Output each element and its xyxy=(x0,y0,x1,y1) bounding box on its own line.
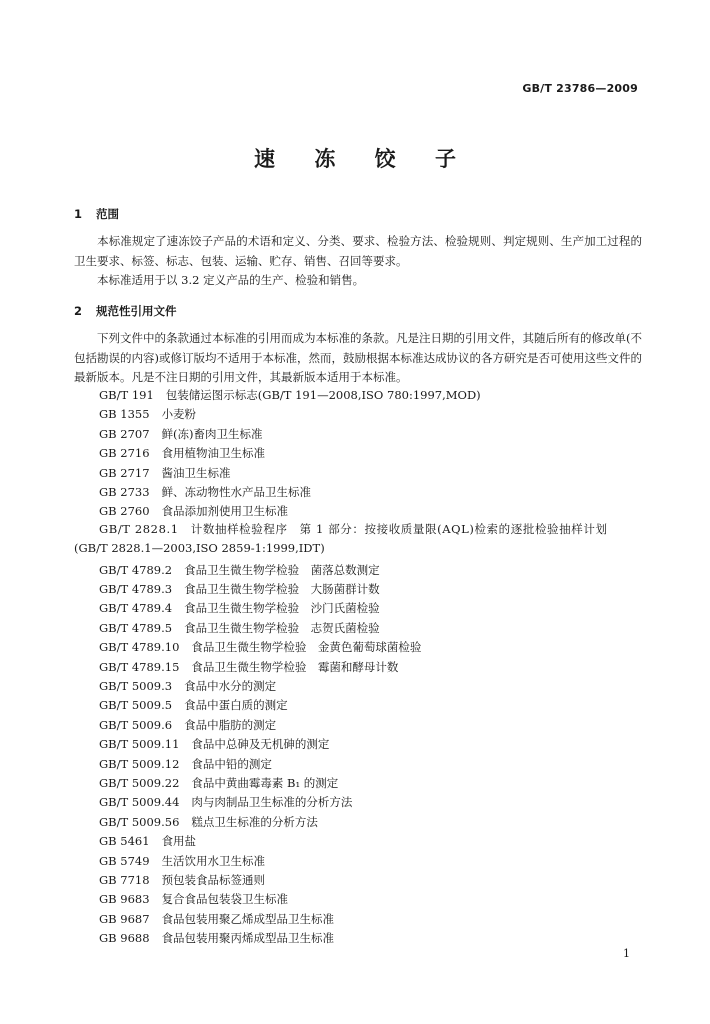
reference-item xyxy=(99,638,421,657)
reference-title: 食品卫生微生物学检验 大肠菌群计数 xyxy=(184,582,380,596)
reference-code: GB/T 5009.11 xyxy=(99,737,180,752)
reference-title: 食品卫生微生物学检验 霉菌和酵母计数 xyxy=(191,659,399,674)
reference-title: 食品卫生微生物学检验 金黄色葡萄球菌检验 xyxy=(191,640,422,655)
reference-code: GB/T 5009.44 xyxy=(99,795,180,810)
reference-title: 糕点卫生标准的分析方法 xyxy=(191,814,318,829)
reference-code: GB 7718 xyxy=(99,873,150,887)
reference-code: GB 2707 xyxy=(99,426,150,441)
reference-item xyxy=(99,755,272,774)
reference-code: GB 9688 xyxy=(99,931,150,946)
reference-title: 食品添加剂使用卫生标准 xyxy=(161,504,289,519)
reference-code: GB/T 5009.6 xyxy=(99,717,173,732)
reference-code: GB 2760 xyxy=(99,504,150,519)
reference-title: 食品中总砷及无机砷的测定 xyxy=(191,737,330,752)
reference-title: 食用盐 xyxy=(161,834,197,849)
reference-item xyxy=(99,386,481,405)
reference-item xyxy=(99,871,265,890)
reference-title: 食品包装用聚丙烯成型品卫生标准 xyxy=(161,931,335,946)
reference-title: 小麦粉 xyxy=(161,407,197,422)
reference-code: GB 2716 xyxy=(99,446,150,461)
standard-code: GB/T 23786—2009 xyxy=(522,82,638,95)
reference-title: 食品中蛋白质的测定 xyxy=(184,698,288,713)
reference-code: GB/T 5009.12 xyxy=(99,756,180,771)
reference-code: GB/T 191 xyxy=(99,388,154,402)
reference-code: GB 1355 xyxy=(99,407,150,422)
reference-item-long xyxy=(74,520,642,559)
section-heading-scope xyxy=(74,206,119,222)
section-number: 1 xyxy=(74,207,83,221)
reference-item xyxy=(99,464,231,483)
reference-title: 食品中脂肪的测定 xyxy=(184,717,277,732)
reference-title: 食品中水分的测定 xyxy=(184,679,277,693)
reference-item xyxy=(99,929,334,948)
reference-item xyxy=(99,696,288,715)
reference-code: GB/T 4789.5 xyxy=(99,620,173,635)
scope-paragraph-1: 本标准规定了速冻饺子产品的术语和定义、分类、要求、检验方法、检验规则、判定规则、生产加工过程的卫生要求、标签、标志、包装、运输、贮存、销售、召回等要求。 xyxy=(74,234,642,268)
reference-code: GB 9687 xyxy=(99,911,150,926)
reference-item xyxy=(99,813,318,832)
reference-item xyxy=(99,793,352,812)
reference-item xyxy=(99,677,276,696)
references-intro-paragraph: 下列文件中的条款通过本标准的引用而成为本标准的条款。凡是注日期的引用文件，其随后所有的修改单(不包括勘误的内容)或修订版均不适用于本标准，然而，鼓励根据本标准达成协议的各方研究是否可使用这些文件的最新版本。凡是不注日期的引用文件，其最新版本适用于本标准。 xyxy=(74,331,642,384)
reference-code: GB 5749 xyxy=(99,853,150,868)
reference-title: 包装储运图示标志(GB/T 191—2008,ISO 780:1997,MOD) xyxy=(165,388,481,402)
section-title: 规范性引用文件 xyxy=(96,304,177,318)
reference-item xyxy=(99,619,380,638)
reference-item xyxy=(99,735,329,754)
reference-title: 食用植物油卫生标准 xyxy=(161,446,266,461)
page-number: 1 xyxy=(623,947,630,960)
reference-item xyxy=(99,599,380,618)
reference-code: GB 9683 xyxy=(99,892,150,907)
reference-title: 食品卫生微生物学检验 志贺氏菌检验 xyxy=(184,620,380,635)
reference-code: GB/T 5009.3 xyxy=(99,679,173,693)
reference-item xyxy=(99,832,196,851)
reference-item xyxy=(99,502,288,521)
reference-title: 复合食品包装袋卫生标准 xyxy=(161,892,289,907)
reference-title: 食品卫生微生物学检验 菌落总数测定 xyxy=(184,562,380,577)
reference-item xyxy=(99,890,288,909)
reference-code: GB/T 5009.5 xyxy=(99,698,173,713)
reference-item xyxy=(99,425,263,444)
section-number: 2 xyxy=(74,304,83,318)
reference-title: 生活饮用水卫生标准 xyxy=(161,853,266,868)
reference-item xyxy=(99,774,338,793)
reference-title: 鲜(冻)畜肉卫生标准 xyxy=(161,426,263,441)
reference-item xyxy=(99,561,380,580)
reference-title: 鲜、冻动物性水产品卫生标准 xyxy=(161,485,312,499)
reference-title: 预包装食品标签通则 xyxy=(161,873,266,887)
reference-code: GB/T 4789.15 xyxy=(99,659,180,674)
reference-code: GB 2717 xyxy=(99,465,150,480)
reference-item xyxy=(99,483,311,502)
document-title: 速 冻 饺 子 xyxy=(254,147,472,171)
reference-line-1: GB/T 2828.1 计数抽样检验程序 第 1 部分：按接收质量限(AQL)检索的逐批检验抽样计划 xyxy=(99,521,608,536)
reference-item xyxy=(99,852,265,871)
reference-item xyxy=(99,444,265,463)
reference-title: 食品卫生微生物学检验 沙门氏菌检验 xyxy=(184,601,380,616)
section-heading-normative-references xyxy=(74,303,177,319)
reference-title: 食品中铅的测定 xyxy=(191,756,272,771)
reference-title: 肉与肉制品卫生标准的分析方法 xyxy=(191,795,353,810)
section-title: 范围 xyxy=(96,207,119,221)
reference-code: GB 2733 xyxy=(99,485,150,499)
reference-line-2: (GB/T 2828.1—2003,ISO 2859-1:1999,IDT) xyxy=(74,541,325,556)
reference-code: GB/T 4789.4 xyxy=(99,601,173,616)
reference-code: GB 5461 xyxy=(99,834,150,849)
reference-item xyxy=(99,580,380,599)
reference-title: 酱油卫生标准 xyxy=(161,465,231,480)
reference-item xyxy=(99,405,196,424)
reference-title: 食品包装用聚乙烯成型品卫生标准 xyxy=(161,911,335,926)
reference-code: GB/T 4789.2 xyxy=(99,562,173,577)
reference-code: GB/T 5009.22 xyxy=(99,776,180,790)
reference-item xyxy=(99,910,334,929)
scope-paragraph-2: 本标准适用于以 3.2 定义产品的生产、检验和销售。 xyxy=(97,273,365,287)
reference-title: 食品中黄曲霉毒素 B₁ 的测定 xyxy=(191,776,339,790)
reference-item xyxy=(99,658,398,677)
reference-code: GB/T 4789.10 xyxy=(99,640,180,655)
reference-code: GB/T 4789.3 xyxy=(99,582,173,596)
reference-code: GB/T 5009.56 xyxy=(99,814,180,829)
reference-item xyxy=(99,716,276,735)
